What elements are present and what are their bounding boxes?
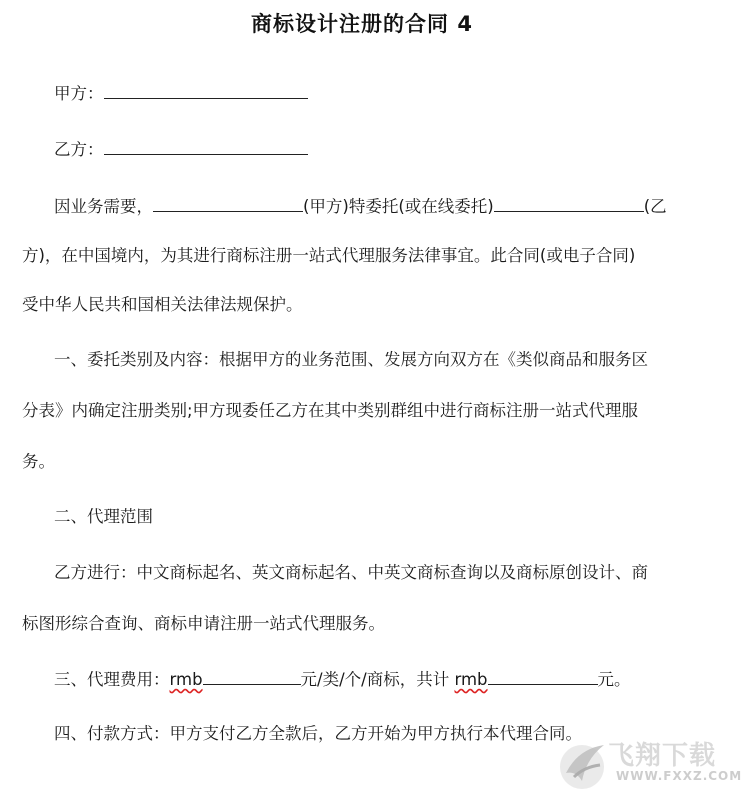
- p1-blank-1: [153, 193, 303, 212]
- s3-text-b: 元/类/个/商标，共计: [300, 670, 455, 689]
- s3-blank-1: [203, 666, 301, 685]
- party-b-blank: [104, 136, 308, 155]
- section-3-line: [22, 666, 744, 693]
- s3-text-c: 元。: [597, 670, 631, 689]
- s3-rmb-2: rmb: [454, 670, 488, 689]
- paragraph-1-line-2: 方)，在中国境内，为其进行商标注册一站式代理服务法律事宜。此合同(或电子合同): [22, 246, 636, 265]
- paragraph-1-line-3: 受中华人民共和国相关法律法规保护。: [22, 295, 303, 314]
- paragraph-1-line-1: [22, 193, 744, 220]
- s3-blank-2: [488, 666, 598, 685]
- party-b-label: 乙方：: [54, 140, 104, 159]
- p1-text-a: 因业务需要，: [54, 197, 153, 216]
- watermark-logo: [556, 735, 743, 799]
- bird-logo-icon: [556, 737, 612, 793]
- document-title: 商标设计注册的合同 4: [251, 12, 473, 36]
- section-2-line-1: 乙方进行：中文商标起名、英文商标起名、中英文商标查询以及商标原创设计、商: [54, 563, 648, 582]
- party-a-label: 甲方：: [54, 84, 104, 103]
- party-a-line: [22, 80, 744, 107]
- s3-rmb-1: rmb: [169, 670, 203, 689]
- watermark-url: WWW.FXXZ.COM: [616, 769, 743, 783]
- section-1-line-3: 务。: [22, 452, 55, 471]
- s3-text-a: 三、代理费用：: [54, 670, 170, 689]
- p1-text-b: (甲方)特委托(或在线委托): [303, 197, 494, 216]
- party-a-blank: [104, 80, 308, 99]
- p1-text-c: (乙: [643, 197, 667, 216]
- watermark-text: 飞翔下载: [608, 741, 717, 771]
- p1-blank-2: [494, 193, 644, 212]
- section-1-line-1: 一、委托类别及内容：根据甲方的业务范围、发展方向双方在《类似商品和服务区: [54, 350, 648, 369]
- party-b-line: [22, 136, 744, 163]
- section-2-line-2: 标图形综合查询、商标申请注册一站式代理服务。: [22, 614, 385, 633]
- section-1-line-2: 分表》内确定注册类别;甲方现委任乙方在其中类别群组中进行商标注册一站式代理服: [22, 401, 639, 420]
- section-2-heading: 二、代理范围: [54, 507, 153, 526]
- section-4-line: 四、付款方式：甲方支付乙方全款后，乙方开始为甲方执行本代理合同。: [54, 724, 582, 743]
